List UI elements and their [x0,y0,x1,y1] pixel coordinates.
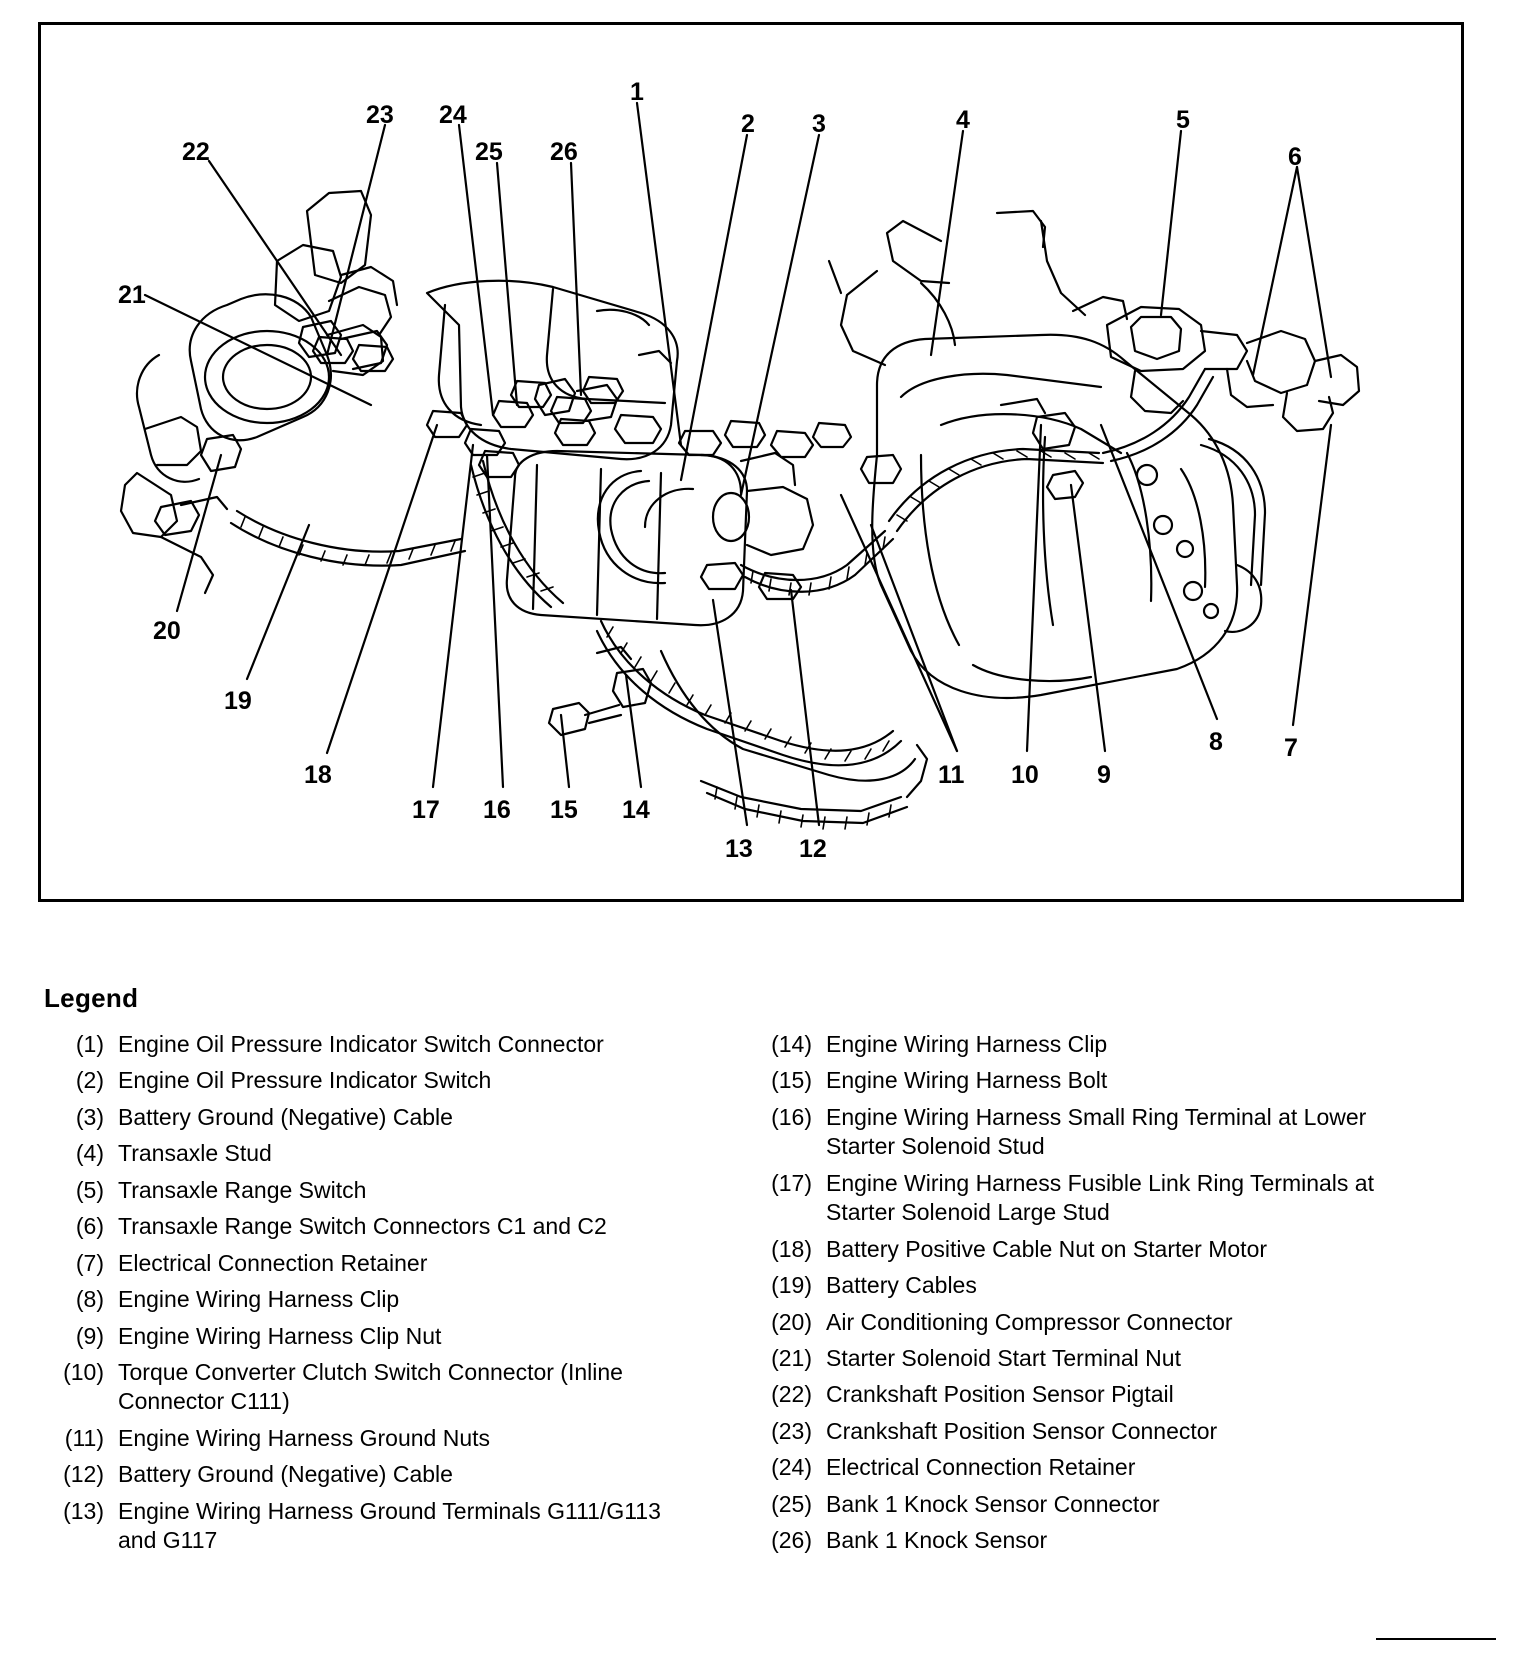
legend-label: Engine Oil Pressure Indicator Switch Connector [118,1031,604,1057]
figure-frame [38,22,1464,902]
legend-number: (21) [771,1344,812,1371]
legend-item [748,1235,1408,1264]
legend-label: Battery Positive Cable Nut on Starter Motor [826,1235,1268,1262]
legend-label: Torque Converter Clutch Switch Connector (Inline Connector C111) [118,1358,623,1415]
legend-label: Battery Ground (Negative) Cable [118,1461,453,1488]
callout-16: 16 [483,796,511,824]
legend-label: Air Conditioning Compressor Connector [826,1308,1233,1335]
callout-5: 5 [1176,106,1190,134]
legend-number: (22) [771,1381,812,1408]
callout-24: 24 [439,101,467,129]
legend-label: Engine Wiring Harness Clip [118,1286,400,1313]
legend-item [44,1424,704,1453]
legend-item [44,1460,704,1489]
callout-7: 7 [1284,734,1298,762]
callout-23: 23 [366,101,394,129]
legend-number: (23) [771,1417,812,1444]
callout-13: 13 [725,835,753,863]
engine-harness-line-art [41,25,1461,899]
legend-item [44,1176,704,1205]
legend-number: (5) [75,1176,104,1203]
legend-item [44,1139,704,1168]
legend-label: Transaxle Range Switch [118,1176,367,1203]
legend-number: (2) [75,1067,104,1094]
callout-15: 15 [550,796,578,824]
legend-number: (19) [771,1272,812,1299]
legend-number: (3) [75,1103,104,1130]
legend-item [44,1358,704,1417]
legend-label: Engine Wiring Harness Ground Terminals G111/G113 and G117 [118,1497,661,1554]
legend-label: Electrical Connection Retainer [118,1249,428,1276]
legend-column-left [44,1030,704,1563]
legend-label: Engine Wiring Harness Clip [826,1031,1108,1057]
legend-number: (25) [771,1490,812,1517]
callout-17: 17 [412,796,440,824]
legend-heading: Legend [44,983,139,1013]
legend-number: (9) [75,1322,104,1349]
legend-label: Transaxle Range Switch Connectors C1 and C2 [118,1213,607,1240]
legend-label: Battery Cables [826,1272,977,1299]
legend-number: (4) [75,1140,104,1167]
callout-18: 18 [304,761,332,789]
legend-item [44,1497,704,1556]
legend-label: Starter Solenoid Start Terminal Nut [826,1344,1181,1371]
legend-number: (13) [63,1497,104,1524]
footer-divider [1376,1638,1496,1640]
callout-6: 6 [1288,143,1302,171]
legend-label: Electrical Connection Retainer [826,1454,1136,1481]
legend-column-right [748,1030,1408,1563]
legend-label: Engine Wiring Harness Ground Nuts [118,1424,490,1451]
callout-22: 22 [182,138,210,166]
legend-label: Engine Wiring Harness Fusible Link Ring Terminals at Starter Solenoid Large Stud [826,1169,1374,1226]
figure-illustration [41,25,1461,899]
callout-3: 3 [812,110,826,138]
legend-item [44,1103,704,1132]
legend-label: Transaxle Stud [118,1140,272,1167]
legend-item [748,1308,1408,1337]
legend-label: Engine Wiring Harness Bolt [826,1067,1108,1094]
legend-number: (16) [771,1103,812,1130]
legend-item [44,1030,704,1059]
legend-item [748,1453,1408,1482]
legend-label: Battery Ground (Negative) Cable [118,1103,453,1130]
legend-number: (17) [771,1169,812,1196]
legend-item [748,1066,1408,1095]
legend-item [748,1417,1408,1446]
legend-label: Bank 1 Knock Sensor [826,1527,1048,1554]
callout-12: 12 [799,835,827,863]
callout-8: 8 [1209,728,1223,756]
legend-label: Engine Oil Pressure Indicator Switch [118,1067,492,1094]
legend-label: Engine Wiring Harness Clip Nut [118,1322,442,1349]
callout-14: 14 [622,796,650,824]
legend-item [44,1212,704,1241]
legend-item [748,1490,1408,1519]
callout-21: 21 [118,281,146,309]
legend [44,1030,1464,1563]
legend-label: Crankshaft Position Sensor Pigtail [826,1381,1174,1408]
legend-label: Crankshaft Position Sensor Connector [826,1417,1218,1444]
callout-20: 20 [153,617,181,645]
legend-number: (8) [75,1286,104,1313]
legend-item [44,1322,704,1351]
legend-item [748,1526,1408,1555]
legend-number: (10) [63,1358,104,1385]
legend-number: (6) [75,1213,104,1240]
callout-9: 9 [1097,761,1111,789]
callout-19: 19 [224,687,252,715]
legend-item [748,1169,1408,1228]
legend-item [748,1344,1408,1373]
callout-1: 1 [630,78,644,106]
legend-number: (7) [75,1249,104,1276]
legend-item [44,1285,704,1314]
legend-item [748,1103,1408,1162]
legend-number: (18) [771,1235,812,1262]
legend-number: (15) [771,1067,812,1094]
callout-25: 25 [475,138,503,166]
legend-label: Engine Wiring Harness Small Ring Terminal at Lower Starter Solenoid Stud [826,1103,1367,1160]
legend-item [44,1249,704,1278]
legend-number: (24) [771,1454,812,1481]
legend-label: Bank 1 Knock Sensor Connector [826,1490,1160,1517]
legend-number: (14) [771,1031,812,1057]
callout-26: 26 [550,138,578,166]
callout-11: 11 [938,761,965,789]
legend-item [44,1066,704,1095]
legend-number: (1) [75,1031,104,1057]
legend-number: (26) [771,1527,812,1554]
callout-2: 2 [741,110,755,138]
legend-number: (12) [63,1461,104,1488]
legend-number: (20) [771,1308,812,1335]
legend-item [748,1380,1408,1409]
legend-item [748,1030,1408,1059]
callout-10: 10 [1011,761,1039,789]
callout-4: 4 [956,106,970,134]
legend-number: (11) [64,1424,104,1451]
legend-item [748,1271,1408,1300]
